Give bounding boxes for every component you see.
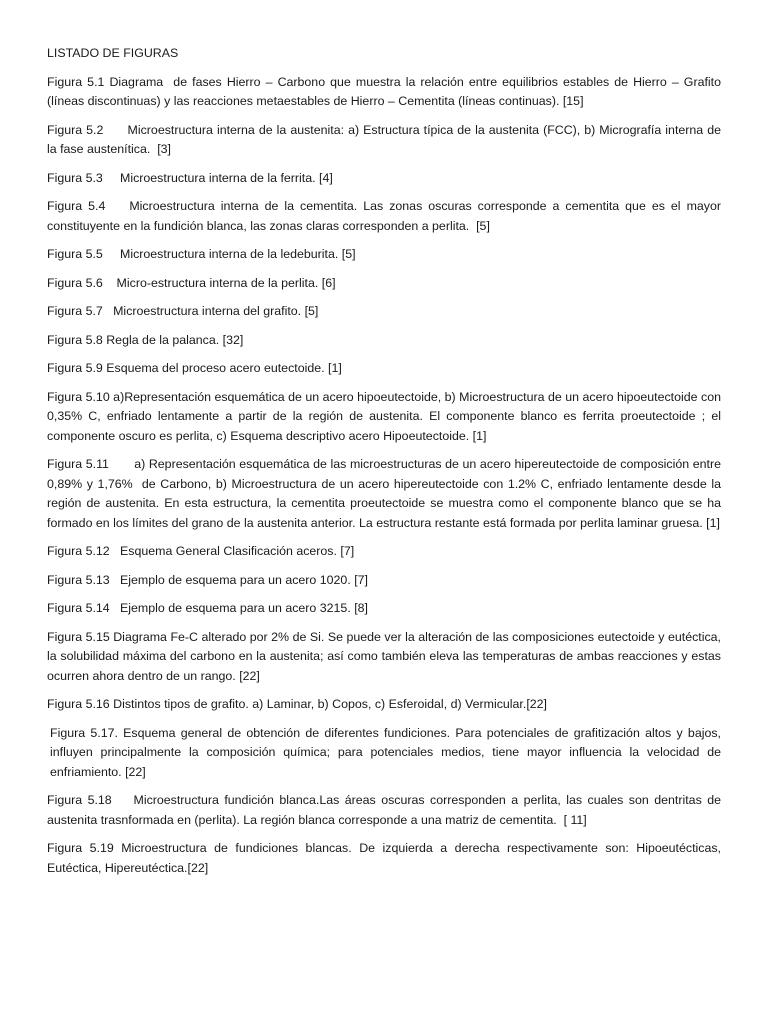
- figure-entry-5-13: Figura 5.13 Ejemplo de esquema para un acero 1020. [7]: [47, 572, 368, 587]
- figure-entry-5-14: Figura 5.14 Ejemplo de esquema para un acero 3215. [8]: [47, 601, 368, 615]
- figure-entry-5-4: Figura 5.4 Microestructura interna de la cementita. Las zonas oscuras corresponde a cementita que es el mayor constituyente en la fundición blanca, las zonas claras corresponden a perlita. [5]: [47, 199, 725, 233]
- figure-entry-5-10: Figura 5.10 a)Representación esquemática de un acero hipoeutectoide, b) Microestructura de un acero hipoeutectoide con 0,35% C, enfriado lentamente a partir de la región de austenita. El componente blanco es ferrita proeutectoide ; el componente oscuro es perlita, c) Esquema descriptivo acero Hipoeutectoide. [1]: [47, 389, 725, 443]
- figure-entry-5-19: Figura 5.19 Microestructura de fundiciones blancas. De izquierda a derecha respectivamente son: Hipoeutécticas, Eutéctica, Hipereutéctica.[22]: [47, 841, 725, 875]
- figure-entry-5-5: Figura 5.5 Microestructura interna de la ledeburita. [5]: [47, 247, 356, 261]
- figure-entry-5-15: Figura 5.15 Diagrama Fe-C alterado por 2% de Si. Se puede ver la alteración de las composiciones eutectoide y eutéctica, la solubilidad máxima del carbono en la austenita; así como también eleva las temperaturas de ambas reacciones y estas ocurren ahora dentro de un rango. [22]: [47, 629, 725, 683]
- figure-entry-5-12: Figura 5.12 Esquema General Clasificación aceros. [7]: [47, 544, 355, 558]
- figure-entry-5-11: Figura 5.11 a) Representación esquemática de las microestructuras de un acero hipereutectoide de composición entre 0,89% y 1,76% de Carbono, b) Microestructura de un acero hipereutectoide con 1.2% C, enfriado lentamente desde la región de austenita. En esta estructura, la cementita proeutectoide se muestra como el componente blanco que se ha formado en los límites del grano de la austenita anterior. La estructura restante está formada por perlita laminar gruesa. [1]: [47, 457, 725, 530]
- figure-entry-5-6: Figura 5.6 Micro-estructura interna de la perlita. [6]: [47, 275, 336, 290]
- figure-entry-5-18: Figura 5.18 Microestructura fundición blanca.Las áreas oscuras corresponden a perlita, las cuales son dentritas de austenita trasnformada en (perlita). La región blanca corresponde a una matriz de cementita. [ 11]: [47, 793, 725, 827]
- figure-entry-5-8: Figura 5.8 Regla de la palanca. [32]: [47, 332, 244, 347]
- figure-entry-5-1: Figura 5.1 Diagrama de fases Hierro – Carbono que muestra la relación entre equilibrios estables de Hierro – Grafito (líneas discontinuas) y las reacciones metaestables de Hierro – Cementita (líneas continuas). [15]: [47, 74, 725, 108]
- list-heading: LISTADO DE FIGURAS: [47, 46, 179, 60]
- figure-entry-5-17: Figura 5.17. Esquema general de obtención de diferentes fundiciones. Para potenciales de grafitización altos y bajos, influyen principalmente la composición química; para potenciales medios, tiene mayor influencia la velocidad de enfriamiento. [22]: [50, 725, 725, 779]
- document-page: [47, 44, 725, 887]
- figure-entry-5-3: Figura 5.3 Microestructura interna de la ferrita. [4]: [47, 170, 333, 185]
- figure-entry-5-2: Figura 5.2 Microestructura interna de la austenita: a) Estructura típica de la austenita (FCC), b) Micrografía interna de la fase austenítica. [3]: [47, 122, 725, 156]
- figure-entry-5-9: Figura 5.9 Esquema del proceso acero eutectoide. [1]: [47, 361, 342, 375]
- figure-entry-5-7: Figura 5.7 Microestructura interna del grafito. [5]: [47, 304, 319, 318]
- figure-entry-5-16: Figura 5.16 Distintos tipos de grafito. a) Laminar, b) Copos, c) Esferoidal, d) Vermicular.[22]: [47, 697, 547, 711]
